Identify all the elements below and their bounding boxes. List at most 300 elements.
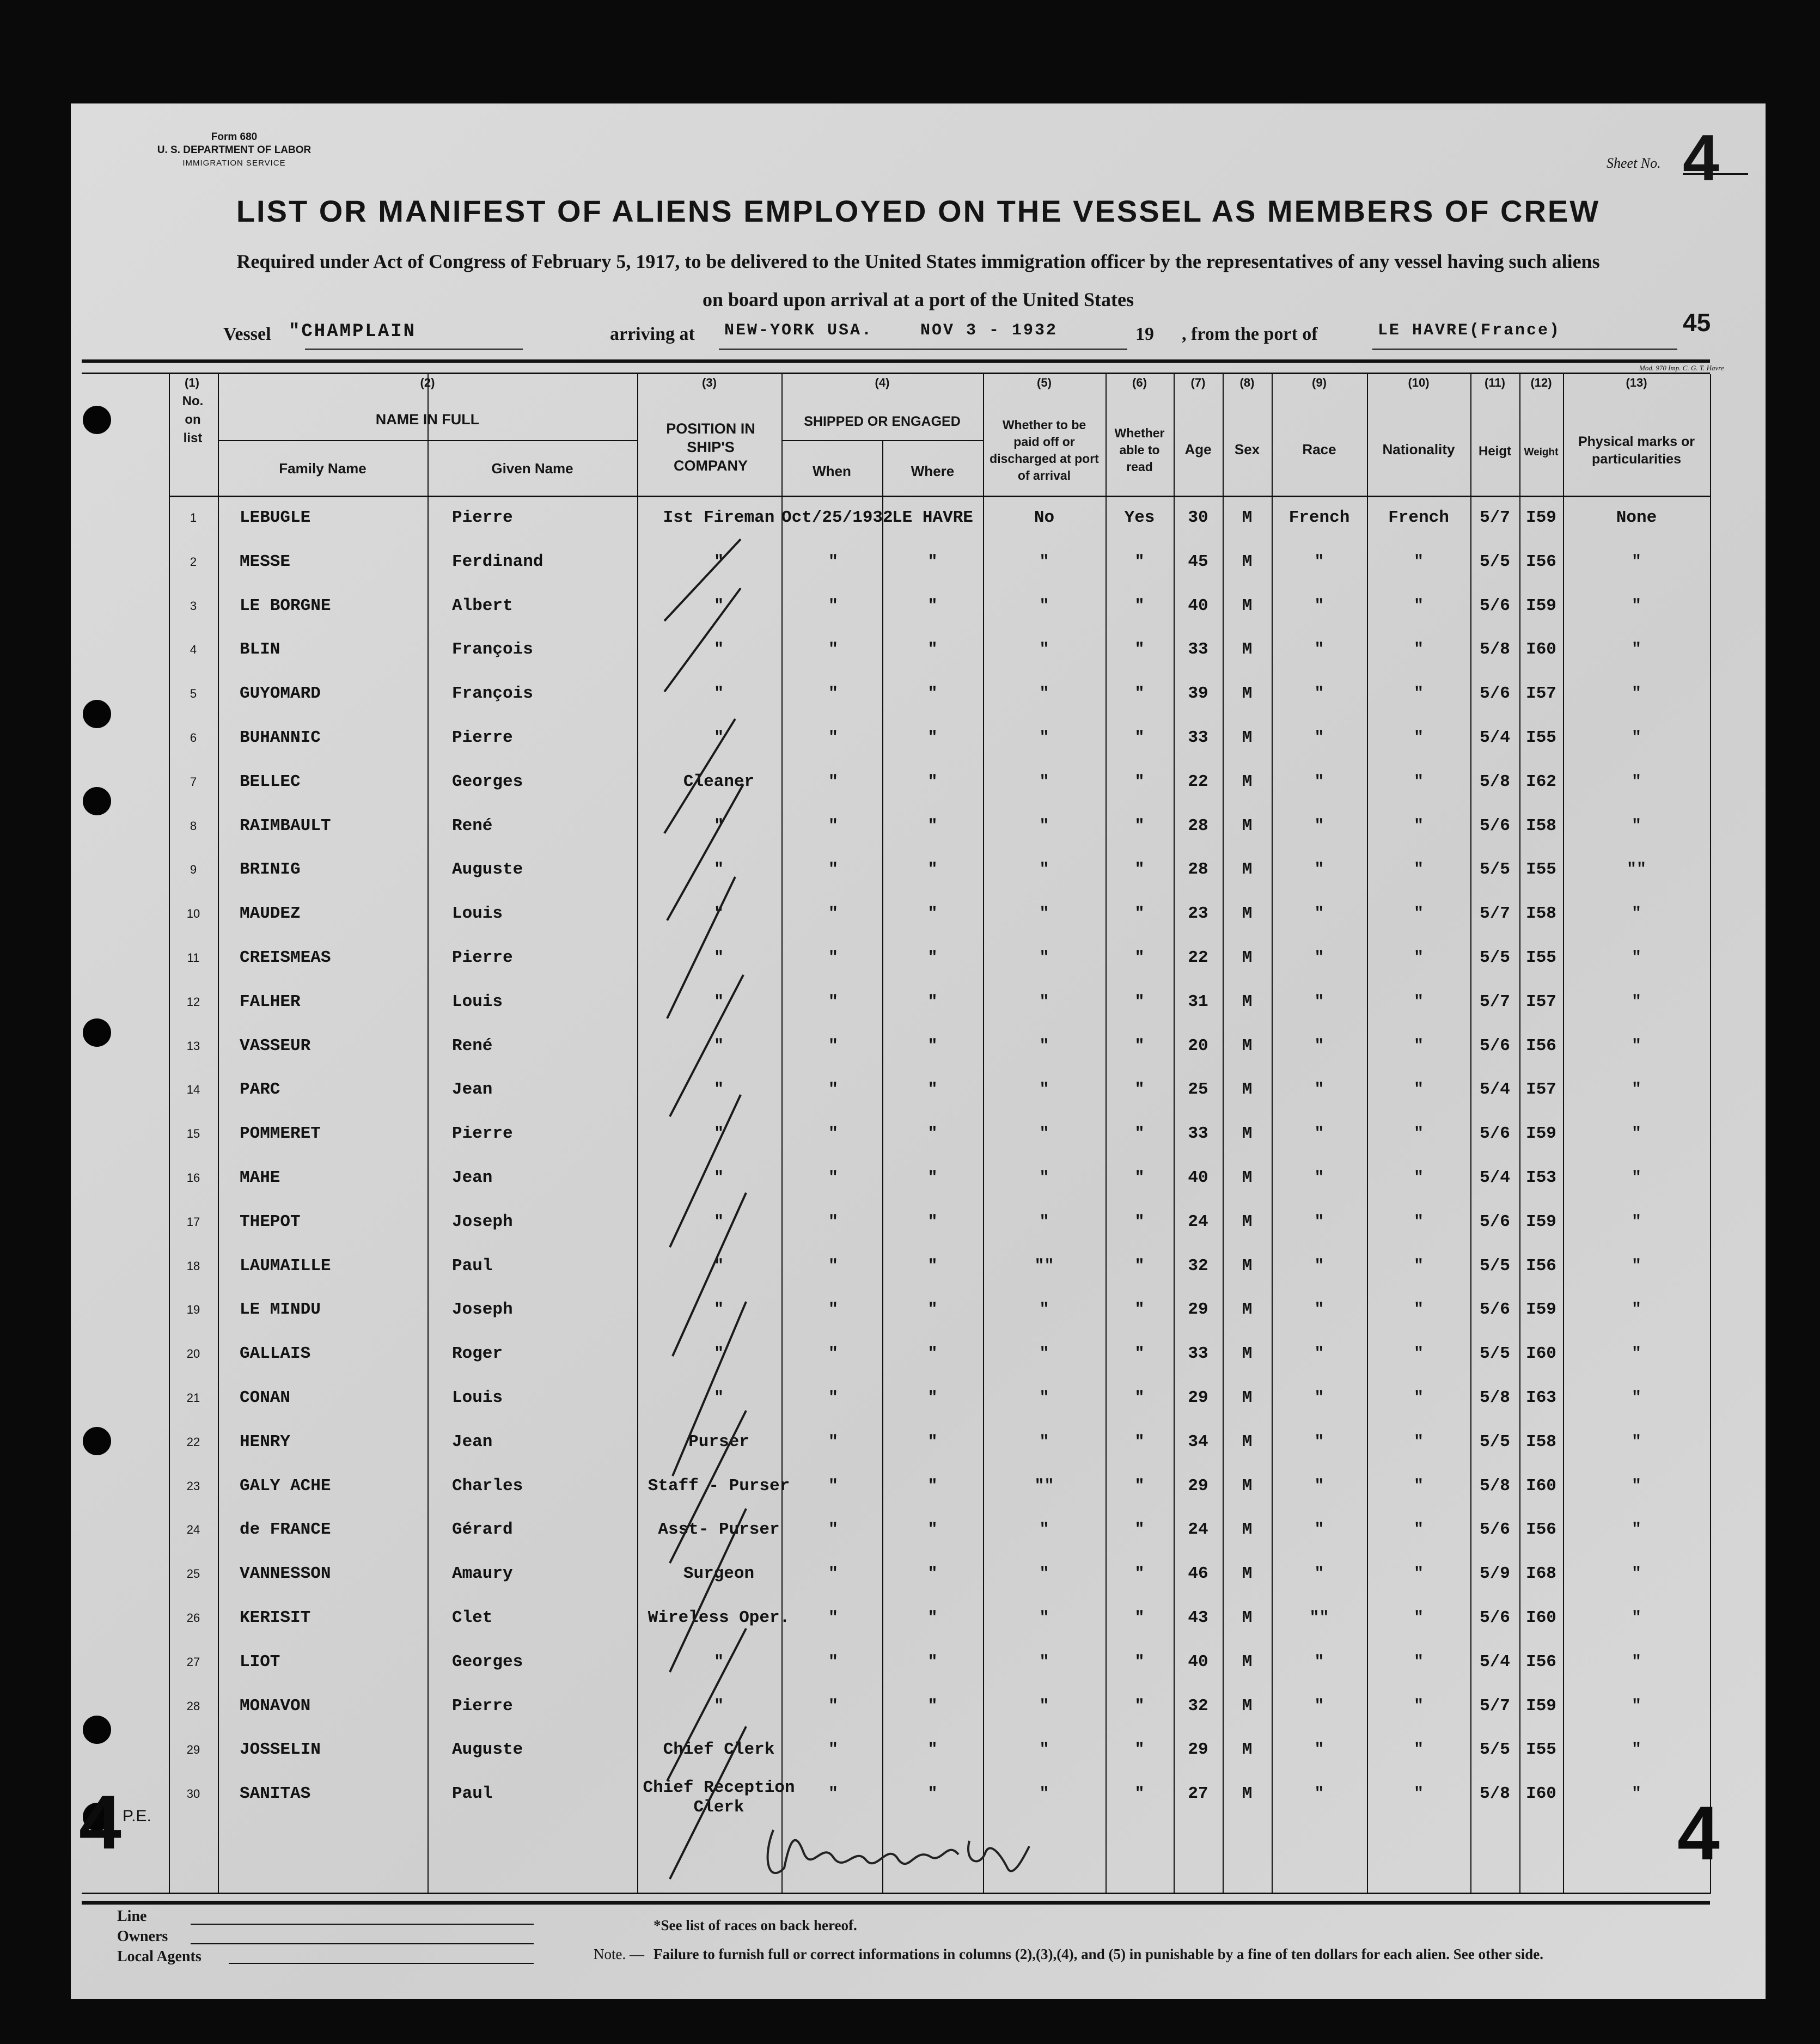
cell-sex: M	[1242, 1124, 1253, 1144]
cell-given: Clet	[452, 1608, 493, 1627]
cell-paid: "	[1039, 1741, 1049, 1760]
cell-when: "	[828, 1785, 838, 1804]
cell-sex: M	[1242, 1300, 1253, 1320]
cell-given: Pierre	[452, 1124, 513, 1144]
cell-nationality: "	[1413, 772, 1424, 791]
cell-height: 5/4	[1480, 1080, 1510, 1100]
cell-age: 29	[1188, 1388, 1208, 1407]
cell-when: "	[828, 905, 838, 924]
cell-paid: "	[1039, 1785, 1049, 1804]
cell-weight: I58	[1526, 1432, 1556, 1451]
cell-marks: "	[1631, 596, 1641, 615]
cell-nationality: "	[1413, 1169, 1424, 1187]
cell-age: 31	[1188, 992, 1208, 1011]
cell-nationality: "	[1413, 1256, 1424, 1276]
cell-sex: M	[1242, 728, 1253, 747]
cell-marks: "	[1631, 1609, 1641, 1627]
col-able-to-read: Whether able to read	[1114, 426, 1165, 474]
footer-agents-blank	[229, 1963, 534, 1964]
cell-height: 5/5	[1480, 1256, 1510, 1276]
cell-family: BLIN	[240, 640, 280, 660]
cell-given: Joseph	[452, 1212, 513, 1231]
cell-when: "	[828, 552, 838, 571]
footer-owners-blank	[191, 1943, 534, 1944]
cell-where: "	[927, 1565, 938, 1584]
cell-where: "	[927, 905, 938, 924]
cell-read: "	[1134, 1432, 1145, 1451]
cell-no: 21	[186, 1391, 200, 1405]
col-weight: Weight	[1524, 447, 1559, 458]
cell-where: "	[927, 729, 938, 747]
cell-marks: "	[1631, 772, 1641, 791]
cell-when: "	[828, 1565, 838, 1584]
cell-when: "	[828, 1741, 838, 1760]
cell-paid: ""	[1034, 1476, 1054, 1496]
cell-sex: M	[1242, 1036, 1253, 1055]
cell-given: Jean	[452, 1432, 493, 1451]
cell-no: 5	[190, 687, 197, 701]
cell-race: "	[1314, 1125, 1324, 1144]
cell-weight: I56	[1526, 1256, 1556, 1276]
cell-family: LAUMAILLE	[240, 1256, 331, 1276]
cell-age: 40	[1188, 1168, 1208, 1187]
cell-race: "	[1314, 949, 1324, 967]
cell-position: "	[713, 905, 724, 924]
cell-position: "	[713, 1652, 724, 1671]
cell-no: 24	[186, 1523, 200, 1537]
cell-position: "	[713, 1125, 724, 1144]
cell-weight: I55	[1526, 860, 1556, 880]
cell-sex: M	[1242, 552, 1253, 571]
cell-nationality: "	[1413, 1036, 1424, 1055]
cell-sex: M	[1242, 596, 1253, 615]
col-paid-off: Whether to be paid off or discharged at port of arrival	[990, 418, 1099, 483]
col-nationality: Nationality	[1382, 441, 1455, 457]
cell-race: "	[1314, 552, 1324, 571]
cell-when: "	[828, 685, 838, 704]
cell-read: "	[1134, 729, 1145, 747]
cell-nationality: "	[1413, 1389, 1424, 1407]
departure-port: LE HAVRE(France)	[1378, 321, 1561, 340]
cell-position: "	[713, 1389, 724, 1407]
page-title: LIST OR MANIFEST OF ALIENS EMPLOYED ON THE VESSEL AS MEMBERS OF CREW	[236, 194, 1601, 228]
cell-nationality: "	[1413, 1476, 1424, 1496]
cell-weight: I60	[1526, 1476, 1556, 1496]
col-number-11: (11)	[1485, 376, 1505, 389]
cell-race: "	[1314, 1169, 1324, 1187]
cell-race: "	[1314, 1212, 1324, 1231]
cell-age: 33	[1188, 728, 1208, 747]
cell-sex: M	[1242, 1652, 1253, 1671]
cell-given: Paul	[452, 1784, 493, 1804]
from-port-label: , from the port of	[1182, 324, 1318, 344]
cell-weight: I53	[1526, 1168, 1556, 1187]
cell-sex: M	[1242, 1476, 1253, 1496]
cell-age: 23	[1188, 904, 1208, 924]
cell-height: 5/6	[1480, 1520, 1510, 1540]
cell-sex: M	[1242, 948, 1253, 967]
cell-read: "	[1134, 1212, 1145, 1231]
cell-no: 17	[186, 1215, 200, 1229]
cell-sex: M	[1242, 684, 1253, 704]
cell-nationality: "	[1413, 992, 1424, 1011]
cell-family: BUHANNIC	[240, 728, 321, 747]
cell-height: 5/8	[1480, 1388, 1510, 1407]
cell-position: "	[713, 1036, 724, 1055]
cell-no: 28	[186, 1699, 200, 1713]
cell-race: "	[1314, 905, 1324, 924]
cell-sex: M	[1242, 1168, 1253, 1187]
cell-position: "	[713, 1697, 724, 1716]
cell-read: "	[1134, 1036, 1145, 1055]
cell-read: "	[1134, 1741, 1145, 1760]
cell-marks: "	[1631, 552, 1641, 571]
cell-weight: I62	[1526, 772, 1556, 791]
cell-where: "	[927, 1036, 938, 1055]
cell-no: 11	[187, 951, 200, 965]
cell-no: 15	[186, 1127, 200, 1141]
cell-sex: M	[1242, 1212, 1253, 1231]
cell-paid: "	[1039, 905, 1049, 924]
cell-given: Louis	[452, 992, 503, 1011]
col-number-4: (4)	[875, 376, 890, 389]
manifest-document	[71, 103, 1766, 1999]
cell-where: "	[927, 861, 938, 880]
arrival-port: NEW-YORK USA.	[724, 321, 874, 340]
cell-paid: "	[1039, 596, 1049, 615]
cell-weight: I56	[1526, 552, 1556, 571]
cell-family: LEBUGLE	[240, 508, 311, 527]
cell-sex: M	[1242, 904, 1253, 924]
binder-hole	[83, 787, 111, 815]
cell-race: "	[1314, 1256, 1324, 1276]
cell-paid: "	[1039, 1036, 1049, 1055]
vessel-label: Vessel	[223, 324, 271, 344]
cell-position: "	[713, 640, 724, 660]
name-subheader-rule	[218, 440, 637, 441]
cell-position: "	[713, 949, 724, 967]
cell-race: "	[1314, 1345, 1324, 1364]
column-rule	[427, 374, 429, 1894]
cell-nationality: "	[1413, 949, 1424, 967]
cell-sex: M	[1242, 1432, 1253, 1451]
cell-weight: I59	[1526, 1696, 1556, 1716]
cell-nationality: French	[1388, 508, 1449, 527]
sheet-count: 45	[1683, 308, 1711, 337]
cell-nationality: "	[1413, 1301, 1424, 1320]
cell-read: "	[1134, 905, 1145, 924]
cell-marks: "	[1631, 1169, 1641, 1187]
cell-given: Paul	[452, 1256, 493, 1276]
cell-family: CONAN	[240, 1388, 291, 1407]
cell-where: "	[927, 1345, 938, 1364]
cell-when: "	[828, 1125, 838, 1144]
cell-read: "	[1134, 1125, 1145, 1144]
cell-no: 3	[190, 599, 197, 613]
cell-no: 9	[190, 863, 197, 877]
cell-where: "	[927, 1256, 938, 1276]
cell-no: 19	[186, 1303, 200, 1317]
cell-where: "	[927, 1389, 938, 1407]
cell-age: 40	[1188, 1652, 1208, 1671]
cell-where: "	[927, 816, 938, 835]
cell-height: 5/5	[1480, 552, 1510, 571]
cell-given: Ferdinand	[452, 552, 543, 571]
cell-sex: M	[1242, 1740, 1253, 1760]
cell-race: ""	[1309, 1609, 1329, 1627]
cell-age: 39	[1188, 684, 1208, 704]
cell-nationality: "	[1413, 552, 1424, 571]
binder-hole	[83, 1018, 111, 1047]
cell-nationality: "	[1413, 1652, 1424, 1671]
col-number-8: (8)	[1239, 376, 1255, 389]
cell-given: François	[452, 640, 533, 660]
cell-race: "	[1314, 1432, 1324, 1451]
cell-age: 34	[1188, 1432, 1208, 1451]
cell-height: 5/8	[1480, 1476, 1510, 1496]
left-margin-sheet-mark: 4	[79, 1779, 121, 1865]
cell-paid: "	[1039, 729, 1049, 747]
cell-marks: ""	[1626, 861, 1646, 880]
department-name: U. S. DEPARTMENT OF LABOR	[157, 144, 312, 156]
cell-age: 33	[1188, 1124, 1208, 1144]
cell-given: Louis	[452, 1388, 503, 1407]
cell-read: "	[1134, 685, 1145, 704]
cell-where: "	[927, 1652, 938, 1671]
cell-read: "	[1134, 1697, 1145, 1716]
cell-marks: "	[1631, 1256, 1641, 1276]
cell-when: "	[828, 1212, 838, 1231]
cell-nationality: "	[1413, 1697, 1424, 1716]
cell-no: 26	[186, 1611, 200, 1625]
cell-no: 14	[186, 1083, 200, 1097]
cell-no: 27	[186, 1655, 200, 1669]
cell-family: GALY ACHE	[240, 1476, 331, 1496]
cell-given: Amaury	[452, 1564, 513, 1584]
cell-read: "	[1134, 1521, 1145, 1540]
col-position: POSITION IN SHIP'S COMPANY	[666, 420, 755, 474]
cell-weight: I59	[1526, 508, 1556, 527]
cell-height: 5/6	[1480, 596, 1510, 615]
cell-nationality: "	[1413, 1609, 1424, 1627]
cell-weight: I57	[1526, 1080, 1556, 1100]
cell-nationality: "	[1413, 816, 1424, 835]
cell-where: "	[927, 1169, 938, 1187]
cell-race: "	[1314, 772, 1324, 791]
cell-family: MESSE	[240, 552, 291, 571]
cell-race: "	[1314, 596, 1324, 615]
cell-position: "	[713, 1301, 724, 1320]
cell-nationality: "	[1413, 1785, 1424, 1804]
cell-nationality: "	[1413, 1741, 1424, 1760]
cell-nationality: "	[1413, 1081, 1424, 1100]
cell-height: 5/7	[1480, 508, 1510, 527]
cell-when: "	[828, 596, 838, 615]
vessel-line-underline	[305, 349, 523, 350]
cell-sex: M	[1242, 1256, 1253, 1276]
col-number-12: (12)	[1530, 376, 1552, 389]
cell-read: "	[1134, 1081, 1145, 1100]
col-shipped-engaged: SHIPPED OR ENGAGED	[804, 414, 961, 429]
cell-when: "	[828, 1169, 838, 1187]
cell-when: "	[828, 1521, 838, 1540]
cell-age: 24	[1188, 1212, 1208, 1231]
cell-given: Georges	[452, 1652, 523, 1671]
cell-height: 5/5	[1480, 860, 1510, 880]
vessel-line-underline	[719, 349, 1127, 350]
cell-family: PARC	[240, 1080, 280, 1100]
cell-height: 5/4	[1480, 1652, 1510, 1671]
cell-no: 25	[186, 1567, 200, 1581]
cell-weight: I57	[1526, 684, 1556, 704]
cell-sex: M	[1242, 1388, 1253, 1407]
vessel-name: "CHAMPLAIN	[289, 321, 417, 342]
cell-sex: M	[1242, 1520, 1253, 1540]
cell-given: René	[452, 1036, 493, 1055]
cell-read: "	[1134, 772, 1145, 791]
service-name: IMMIGRATION SERVICE	[182, 158, 286, 168]
cell-no: 2	[190, 554, 197, 569]
cell-given: Charles	[452, 1476, 523, 1496]
cell-when: "	[828, 816, 838, 835]
cell-age: 40	[1188, 596, 1208, 615]
subtitle-line-2: on board upon arrival at a port of the United States	[702, 289, 1134, 310]
cell-where: "	[927, 1697, 938, 1716]
cell-given: René	[452, 816, 493, 835]
cell-family: MAHE	[240, 1168, 280, 1187]
cell-nationality: "	[1413, 1212, 1424, 1231]
table-bottom-rule	[82, 1901, 1710, 1905]
cell-marks: "	[1631, 1785, 1641, 1804]
handwritten-signature	[752, 1808, 1035, 1895]
cell-where: LE HAVRE	[892, 508, 973, 527]
cell-read: "	[1134, 1169, 1145, 1187]
cell-read: "	[1134, 552, 1145, 571]
cell-height: 5/4	[1480, 728, 1510, 747]
cell-no: 13	[186, 1039, 200, 1053]
cell-when: "	[828, 861, 838, 880]
cell-height: 5/7	[1480, 1696, 1510, 1716]
cell-paid: No	[1034, 508, 1055, 527]
cell-family: BRINIG	[240, 860, 301, 880]
cell-marks: "	[1631, 1741, 1641, 1760]
cell-marks: "	[1631, 640, 1641, 660]
cell-nationality: "	[1413, 1565, 1424, 1584]
cell-position: "	[713, 1256, 724, 1276]
cell-height: 5/4	[1480, 1168, 1510, 1187]
races-note: *See list of races on back hereof.	[654, 1917, 857, 1933]
cell-sex: M	[1242, 508, 1253, 527]
cell-weight: I55	[1526, 948, 1556, 967]
cell-nationality: "	[1413, 1521, 1424, 1540]
cell-paid: "	[1039, 1652, 1049, 1671]
right-margin-sheet-mark: 4	[1677, 1790, 1720, 1876]
cell-age: 22	[1188, 948, 1208, 967]
cell-race: "	[1314, 1652, 1324, 1671]
cell-read: "	[1134, 1389, 1145, 1407]
cell-marks: "	[1631, 1301, 1641, 1320]
cell-when: "	[828, 729, 838, 747]
cell-weight: I55	[1526, 1740, 1556, 1760]
cell-nationality: "	[1413, 1125, 1424, 1144]
cell-when: "	[828, 1081, 838, 1100]
cell-where: "	[927, 1301, 938, 1320]
cell-marks: "	[1631, 1345, 1641, 1364]
cell-race: "	[1314, 1521, 1324, 1540]
cell-paid: "	[1039, 1565, 1049, 1584]
cell-sex: M	[1242, 992, 1253, 1011]
cell-given: Pierre	[452, 1696, 513, 1716]
cell-height: 5/8	[1480, 1784, 1510, 1804]
cell-where: "	[927, 1521, 938, 1540]
cell-race: "	[1314, 992, 1324, 1011]
cell-read: "	[1134, 1476, 1145, 1496]
cell-given: Gérard	[452, 1520, 513, 1540]
cell-sex: M	[1242, 1080, 1253, 1100]
cell-marks: "	[1631, 1521, 1641, 1540]
cell-race: "	[1314, 816, 1324, 835]
cell-paid: "	[1039, 1609, 1049, 1627]
cell-given: Roger	[452, 1344, 503, 1364]
binder-hole	[83, 700, 111, 728]
cell-where: "	[927, 1212, 938, 1231]
cell-read: "	[1134, 1609, 1145, 1627]
sheet-number: 4	[1683, 121, 1719, 194]
pen-ditto-strokes	[654, 528, 762, 1917]
cell-race: "	[1314, 1785, 1324, 1804]
arrival-date-stamp: NOV 3 - 1932	[920, 321, 1058, 340]
cell-sex: M	[1242, 1564, 1253, 1584]
cell-height: 5/6	[1480, 816, 1510, 835]
cell-position: "	[713, 596, 724, 615]
cell-marks: "	[1631, 1476, 1641, 1496]
cell-height: 5/8	[1480, 640, 1510, 660]
col-race: Race	[1302, 441, 1336, 457]
cell-marks: "	[1631, 1212, 1641, 1231]
cell-where: "	[927, 949, 938, 967]
cell-no: 16	[186, 1171, 200, 1185]
cell-marks: "	[1631, 1652, 1641, 1671]
cell-family: RAIMBAULT	[240, 816, 331, 835]
cell-race: "	[1314, 1036, 1324, 1055]
cell-position: Wireless Oper.	[648, 1608, 790, 1627]
cell-family: GUYOMARD	[240, 684, 321, 704]
cell-sex: M	[1242, 1696, 1253, 1716]
cell-when: "	[828, 992, 838, 1011]
cell-family: MONAVON	[240, 1696, 311, 1716]
cell-family: JOSSELIN	[240, 1740, 321, 1760]
cell-position: Staff - Purser	[648, 1476, 790, 1496]
cell-no: 30	[186, 1787, 200, 1801]
cell-position: "	[713, 552, 724, 571]
cell-given: Georges	[452, 772, 523, 791]
footer-line-blank	[191, 1924, 534, 1925]
cell-read: "	[1134, 861, 1145, 880]
cell-height: 5/9	[1480, 1564, 1510, 1584]
table-top-rule	[82, 373, 1710, 374]
cell-family: VANNESSON	[240, 1564, 331, 1584]
cell-when: "	[828, 949, 838, 967]
cell-paid: "	[1039, 1169, 1049, 1187]
cell-weight: I56	[1526, 1520, 1556, 1540]
col-number-6: (6)	[1132, 376, 1147, 389]
cell-where: "	[927, 1125, 938, 1144]
cell-paid: "	[1039, 949, 1049, 967]
cell-paid: "	[1039, 1432, 1049, 1451]
cell-position: "	[713, 861, 724, 880]
cell-where: "	[927, 772, 938, 791]
printer-mod-note: Mod. 970 Imp. C. G. T. Havre	[1639, 364, 1724, 372]
